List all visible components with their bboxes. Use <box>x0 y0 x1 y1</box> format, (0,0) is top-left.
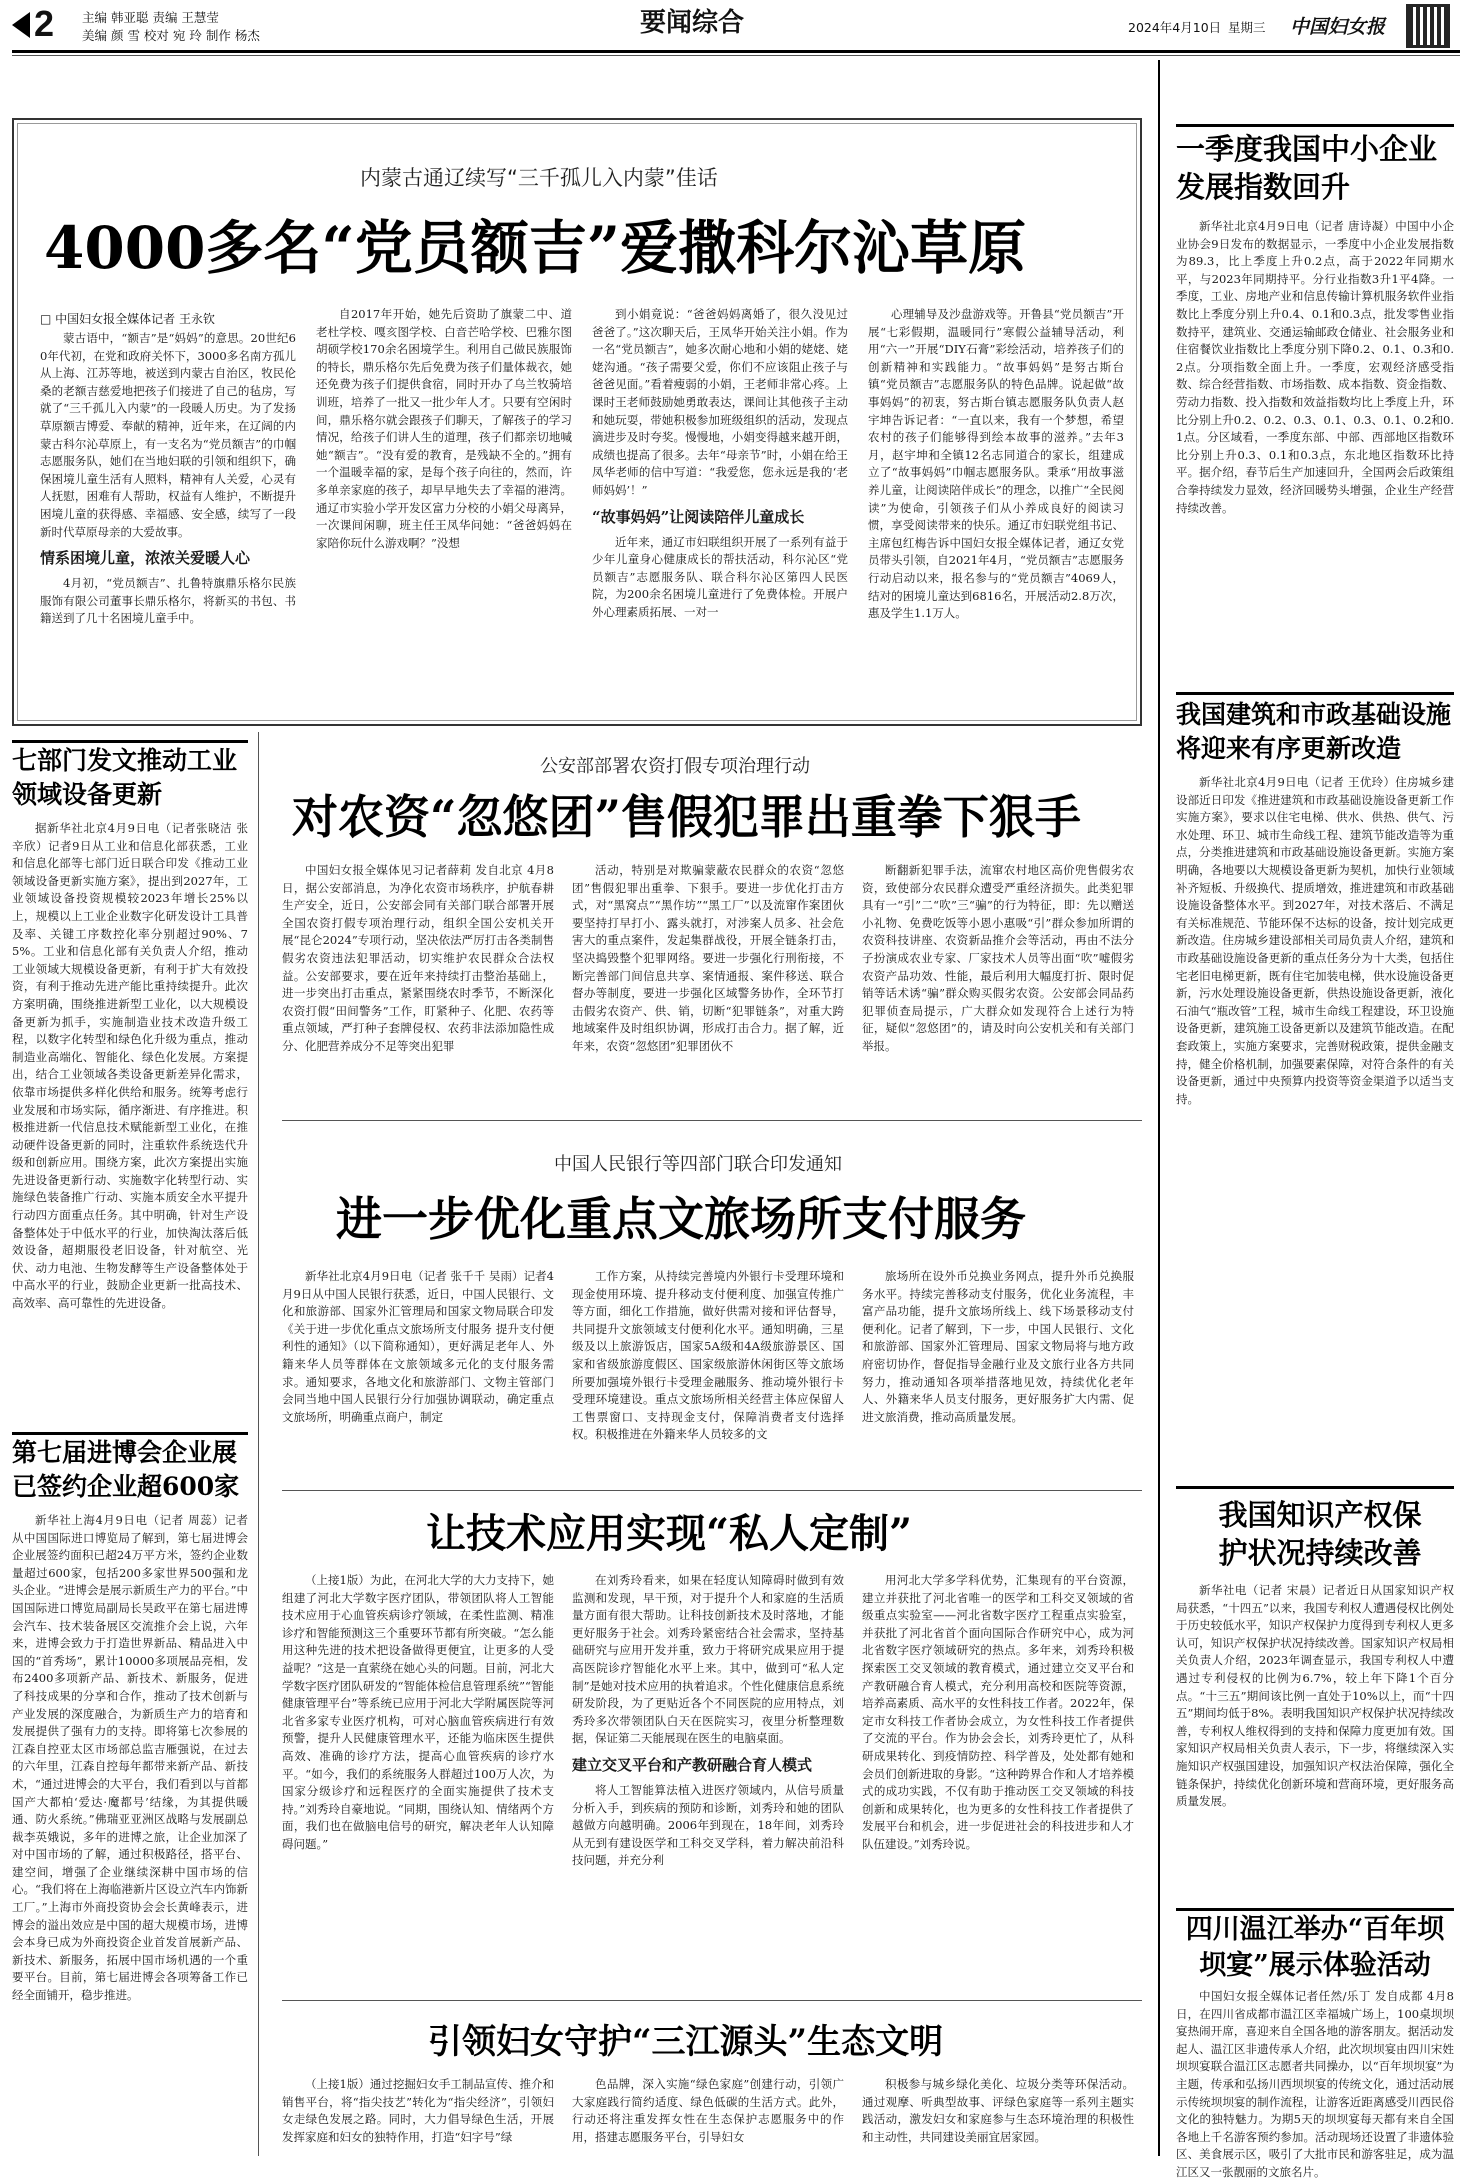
tech-column-2 <box>572 1572 844 1982</box>
left2-headline: 第七届进博会企业展已签约企业超600家 <box>12 1438 240 1501</box>
pay-column-3: 旅场所在设外币兑换业务网点，提升外币兑换服务水平。持续完善移动支付服务，优化业务流程，丰富产品功能，提升文旅场所线上、线下场景移动支付便利化。记者了解到，下一步，中国人民银行、文化和旅游部、国家外汇管理局、国家文物局将与地方政府密切协作，督促指导金融行业及文旅行业各方共同努力，推动通知各项举措落地见效，持续优化老年人、外籍来华人员支付服务，更好服务扩大内需、促进文旅消费，推动高质量发展。 <box>862 1269 1134 1424</box>
agri-column-2: 活动，特别是对欺骗蒙蔽农民群众的农资“忽悠团”售假犯罪出重拳、下狠手。要进一步优化打击方式，对“黑窝点”“黑作坊”“黑工厂”以及流窜作案团伙要坚持打早打小、露头就打，对涉案人员多、社会危害大的重点案件，发起集群战役，开展全链条打击，坚决捣毁整个犯罪网络。要进一步强化行刑衔接，不断完善部门间信息共享、案情通报、案件移送、联合督办等制度，要进一步强化区域警务协作，全环节打击假劣农资产、供、销，切断“犯罪链条”，对重大跨地域案件及时组织协调，形成打击合力。据了解，近年来，农资“忽悠团”犯罪团伙不 <box>572 863 844 1053</box>
left2-rule <box>12 1432 248 1435</box>
lead-col3-text: 到小娟竟说：“爸爸妈妈离婚了，很久没见过爸爸了。”这次聊天后，王凤华开始关注小娟。作为一名“党员额吉”，她多次耐心地和小娟的姥姥、姥姥沟通。“孩子需要父爱，你们不应该阻止孩子与爸爸见面。”看着瘦弱的小娟，王老师非常心疼。上课时王老师鼓励她勇敢表达，课间让其他孩子主动和她玩耍，带她积极参加班级组织的活动，发现点滴进步及时夸奖。慢慢地，小娟变得越来越开朗，成绩也提高了很多。去年“母亲节”时，小娟在给王凤华老师的信中写道：“我爱您，您永远是我的‘老师妈妈’！” <box>592 307 848 497</box>
masthead-rule-thin <box>12 55 1460 56</box>
pay-kicker: 中国人民银行等四部门联合印发通知 <box>554 1154 842 1175</box>
lead-column-2: 自2017年开始，她先后资助了旗蒙二中、道老杜学校、嘎亥图学校、白音芒哈学校、巴雅尔图胡硕学校170余名困境学生。利用自己做民族服饰的特长，鼎乐格尔先后免费为孩子们量体裁衣，她还免费为孩子们提供食宿，同时开办了乌兰牧骑培训班，培养了一批又一批少年人才。只要有空闲时间，鼎乐格尔就会跟孩子们聊天，了解孩子的学习情况，给孩子们讲人生的道理，孩子们都亲切地喊她“额吉”。“没有爱的教育，是残缺不全的。”拥有一个温暖幸福的家，是每个孩子向往的，然而，许多单亲家庭的孩子，却早早地失去了幸福的港湾。通辽市实验小学开发区富力分校的小娟父母离异，一次课间闲聊，班主任王凤华问她：“爸爸妈妈在家陪你玩什么游戏啊？”没想 <box>316 307 572 550</box>
agri-bottom-rule <box>282 1120 1142 1121</box>
lead-kicker: 内蒙古通辽续写“三千孤儿入内蒙”佳话 <box>360 166 718 190</box>
staff-line-1: 主编 韩亚聪 责编 王慧莹 <box>82 10 219 25</box>
agri-column-1: 中国妇女报全媒体见习记者薛莉 发自北京 4月8日，据公安部消息，为净化农资市场秩序，护航春耕生产安全，近日，公安部会同有关部门联合部署开展全国农资打假专项治理行动，组织全国公安机关开展“昆仑2024”专项行动，坚决依法严厉打击各类制售假劣农资违法犯罪活动，切实维护农民群众合法权益。公安部要求，要在近年来持续打击整治基础上，进一步突出打击重点，紧紧围绕农时季节，不断深化农资打假“田间警务”工作，盯紧种子、化肥、农药等重点领域，严打种子套牌侵权、农药非法添加隐性成分、化肥营养成分不足等突出犯罪 <box>282 863 554 1053</box>
left1-body: 据新华社北京4月9日电（记者张晓洁 张辛欣）记者9日从工业和信息化部获悉，工业和信息化部等七部门近日联合印发《推动工业领域设备更新实施方案》，提出到2027年，工业领域设备投资规模较2023年增长25%以上，规模以上工业企业数字化研发设计工具普及率、关键工序数控化率分别超过90%、75%。工业和信息化部有关负责人介绍，推动工业领域大规模设备更新，有利于扩大有效投资，有利于推动先进产能比重持续提升。此次方案明确，围绕推进新型工业化，以大规模设备更新为抓手，实施制造业技术改造升级工程，以数字化转型和绿色化升级为重点，推动制造业高端化、智能化、绿色化发展。方案提出，结合工业领域各类设备更新差异化需求，依靠市场提供多样化供给和服务。统筹考虑行业发展和市场实际，循序渐进、有序推进。积极推进新一代信息技术赋能新型工业化，在推动硬件设备更新的同时，注重软件系统迭代升级和创新应用。围绕方案，此次方案提出实施先进设备更新行动、实施数字化转型行动、实施绿色装备推广行动、实施本质安全水平提升行动四方面重点任务。其中明确，针对生产设备整体处于中低水平的行业，加快淘汰落后低效设备，超期服役老旧设备，针对航空、光伏、动力电池、生物发酵等生产设备整体处于中高水平的行业，鼓励企业更新一批高技术、高效率、高可靠性的先进设备。 <box>12 821 248 1311</box>
right-ip-headline: 我国知识产权保护状况持续改善 <box>1218 1498 1422 1570</box>
left2-body: 新华社上海4月9日电（记者 周蕊）记者从中国国际进口博览局了解到，第七届进博会企业展签约面积已超24万平方米，签约企业数量超过600家，包括200多家世界500强和龙头企业。“进博会是展示新质生产力的平台。”中国国际进口博览局副局长吴政平在第七届进博会汽车、技术装备展区交流推介会上说，六年来，进博会致力于打造世界新品、精品进入中国的“首秀场”，累计10000多项展品亮相，发布2400多项新产品、新技术、新服务，促进了科技成果的分享和合作，推动了技术创新与产业发展的深度融合，为新质生产力的培育和发展提供了强有力的支持。即将第七次参展的江森自控亚太区市场部总监吉雁强说，在过去的六年里，江森自控每年都带来新产品、新技术，“通过进博会的大平台，我们看到以与首都国产大都柏‘爱达·魔都号’结缘，为其提供暖通、防火系统。”佛瑞亚亚洲区战略与发展副总裁李英娥说，多年的进博之旅，让企业加深了对中国市场的了解，通过积极路径，搭平台、建空间，增强了企业继续深耕中国市场的信心。“我们将在上海临港新片区设立汽车内饰新工厂。”上海市外商投资协会会长黄峰表示，进博会的溢出效应是中国的超大规模市场，进博会本身已成为外商投资企业首发首展新产品、新技术、新服务，拓展中国市场机遇的一个重要平台。目前，第七届进博会各项筹备工作已经全面铺开，稳步推进。 <box>12 1513 249 2003</box>
section-title: 要闻综合 <box>640 8 745 38</box>
lead-column-1 <box>40 330 296 710</box>
tech-col2-text: 在刘秀玲看来，如果在轻度认知障碍时做到有效监测和发现，早干预，对于提升个人和家庭的生活质量方面有很大帮助。让科技创新技术及时落地，才能更好服务于社会。刘秀玲紧密结合社会需求，坚持基础研究与应用开发并重，致力于将研究成果应用于提高医院诊疗智能化水平上来。其中，做到可“私人定制”是她对技术应用的执着追求。个性化健康信息系统研发阶段，为了更贴近各个不同医院的应用特点，刘秀玲多次带领团队白天在医院实习，夜里分析整理数据，保证第二天能展现在医生的电脑桌面。 <box>572 1573 844 1746</box>
pay-bottom-rule <box>282 1490 1142 1491</box>
page-number: 2 <box>34 3 55 44</box>
masthead <box>0 0 1472 52</box>
masthead-rule <box>12 50 1460 53</box>
right-mid-rule <box>1176 692 1454 695</box>
right-sidebar-divider <box>1158 60 1160 2156</box>
issue-weekday: 星期三 <box>1228 20 1266 35</box>
right-sc-body: 中国妇女报全媒体记者任然/乐丁 发自成都 4月8日，在四川省成都市温江区幸福城广场上，100桌坝坝宴热闹开席，喜迎来自全国各地的游客朋友。据活动发起人、温江区非遗传承人介绍，此次坝坝宴由四川宋姓坝坝宴联合温江区志愿者共同操办，以“百年坝坝宴”为主题，传承和弘扬川西坝坝宴的传统文化，通过活动展示传统坝坝宴的制作流程，让游客近距离感受川西民俗文化的独特魅力。为期5天的坝坝宴每天都有来自全国各地上千名游客预约参加。活动现场还设置了非遗体验区、美食展示区，吸引了大批市民和游客驻足，成为温江区又一张靓丽的文旅名片。 <box>1176 1989 1454 2179</box>
left1-headline: 七部门发文推动工业领域设备更新 <box>12 746 238 809</box>
eco-column-2: 色品牌，深入实施“绿色家庭”创建行动，引领广大家庭践行简约适度、绿色低碳的生活方式。此外，行动还将注重发挥女性在生态保护志愿服务中的作用，搭建志愿服务平台，引导妇女 <box>572 2077 844 2144</box>
right-mid-body: 新华社北京4月9日电（记者 王优玲）住房城乡建设部近日印发《推进建筑和市政基础设施设备更新工作实施方案》，要求以住宅电梯、供水、供热、供气、污水处理、环卫、城市生命线工程、建筑节能改造等为重点，分类推进建筑和市政基础设施设备更新。实施方案明确，各地要以大规模设备更新为契机，加快行业领域补齐短板、升级换代、提质增效，推进建筑和市政基础设施设备整体水平。到2027年，对技术落后、不满足有关标准规范、节能环保不达标的设备，按计划完成更新改造。住房城乡建设部相关司局负责人介绍，建筑和市政基础设施设备更新的重点任务分为十大类，包括住宅老旧电梯更新，既有住宅加装电梯，供水设施设备更新，污水处理设施设备更新，供热设施设备更新，液化石油气“瓶改管”工程，城市生命线工程建设，环卫设施设备更新，建筑施工设备更新以及建筑节能改造。在配套政策上，实施方案要求，完善财税政策，提供金融支持，健全价格机制，加强要素保障，对符合条件的有关设备更新，通过中央预算内投资等资金渠道予以适当支持。 <box>1176 775 1454 1106</box>
tech-bottom-rule <box>282 2000 1142 2001</box>
eco-column-3: 积极参与城乡绿化美化、垃圾分类等环保活动。通过观摩、听典型故事、评绿色家庭等一系列主题实践活动，激发妇女和家庭参与生态环境治理的积极性和主动性，共同建设美丽宜居家园。 <box>862 2077 1134 2144</box>
lead-headline: 4000多名“党员额吉”爱撒科尔沁草原 <box>44 214 1027 282</box>
right-top-headline: 一季度我国中小企业发展指数回升 <box>1176 132 1438 204</box>
left1-rule <box>12 740 248 743</box>
right-sc-rule <box>1176 1908 1454 1911</box>
eco-column-1: （上接1版）通过挖掘妇女手工制品宣传、推介和销售平台，将“指尖技艺”转化为“指尖经济”，引领妇女走绿色发展之路。同时，大力倡导绿色生活，开展发挥家庭和妇女的独特作用，打造“妇字号”绿 <box>282 2077 554 2144</box>
lead-col1-interhead: 情系困境儿童，浓浓关爱暖人心 <box>40 549 251 568</box>
lead-byline: □ 中国妇女报全媒体记者 王永钦 <box>40 312 215 326</box>
right-ip-body: 新华社电（记者 宋晨）记者近日从国家知识产权局获悉，“十四五”以来，我国专利权人遭遇侵权比例处于历史较低水平，知识产权保护力度得到专利权人更多认可，知识产权保护状况持续改善。国家知识产权局相关负责人介绍，2023年调查显示，我国专利权人中遭遇过专利侵权的比例为6.7%，较上年下降1个百分点。“十三五”期间该比例一直处于10%以上，而“十四五”期间均低于8%。表明我国知识产权保护状况持续改善，专利权人维权得到的支持和保障力度更加有效。国家知识产权局相关负责人表示，下一步，将继续深入实施知识产权强国建设，加强知识产权法治保障，强化全链条保护，持续优化创新环境和营商环境，更好服务高质量发展。 <box>1176 1583 1454 1809</box>
pay-headline: 进一步优化重点文旅场所支付服务 <box>336 1192 1026 1246</box>
agri-kicker: 公安部部署农资打假专项治理行动 <box>540 756 810 777</box>
paper-name-logo: 中国妇女报 <box>1290 16 1386 38</box>
tech-headline: 让技术应用实现“私人定制” <box>426 1510 913 1557</box>
lead-col3-interhead: “故事妈妈”让阅读陪伴儿童成长 <box>592 507 805 526</box>
lead-col3b-text: 近年来，通辽市妇联组织开展了一系列有益于少年儿童身心健康成长的帮扶活动，科尔沁区“党员额吉”志愿服务队、联合科尔沁区第四人民医院，为200余名困境儿童进行了免费体检。开展户外心理素质拓展、一对一 <box>592 534 848 619</box>
lead-column-3 <box>592 306 848 711</box>
right-ip-rule <box>1176 1486 1454 1489</box>
right-mid-headline: 我国建筑和市政基础设施将迎来有序更新改造 <box>1176 700 1452 763</box>
right-top-rule <box>1176 124 1454 127</box>
page-corner-mark <box>12 12 30 38</box>
agri-headline: 对农资“忽悠团”售假犯罪出重拳下狠手 <box>292 790 1081 844</box>
lead-column-4: 心理辅导及沙盘游戏等。开鲁县“党员额吉”开展“七彩假期，温暖同行”寒假公益辅导活动，利用“六一”开展“DIY石膏”彩绘活动，培养孩子们的创新精神和实践能力。“故事妈妈”是努古斯台镇“党员额吉”志愿服务队的特色品牌。说起做“故事妈妈”的初衷，努古斯台镇志愿服务队负责人赵宇坤告诉记者：“一直以来，我有一个梦想，希望农村的孩子们能够得到绘本故事的滋养。”去年3月，赵宇坤和全镇12名志同道合的家长，组建成立了“故事妈妈”巾帼志愿服务队。秉承“用故事滋养儿童，让阅读陪伴成长”的理念，以推广“全民阅读”为使命，引领孩子们从小养成良好的阅读习惯，享受阅读带来的快乐。通辽市妇联党组书记、主席包红梅告诉中国妇女报全媒体记者，通辽女党员带头引领，自2021年4月，“党员额吉”志愿服务行动启动以来，报名参与的“党员额吉”4069人，结对的困境儿童达到6816名，开展活动2.8万次，惠及学生1.1万人。 <box>868 307 1124 621</box>
tech-column-1: （上接1版）为此，在河北大学的大力支持下，她组建了河北大学数字医疗团队，带领团队将人工智能技术应用于心血管疾病诊疗领域，在柔性监测、精准诊疗和智能预测这三个重要环节都有所突破。“怎么能用这种先进的技术把设备做得更便宜，让更多的人受益呢？”这是一直萦绕在她心头的问题。目前，河北大学数字医疗团队研发的“智能体检信息管理系统”“智能健康管理平台”等系统已应用于河北大学附属医院等河北省多家专业医疗机构，可对心脑血管疾病进行有效预警，提升人民健康管理水平，还能为临床医生提供高效、准确的诊疗方法，提高心血管疾病的诊疗水平。“如今，我们的系统服务人群超过100万人次，为国家分级诊疗和远程医疗的全面实施提供了技术支持。”刘秀玲自豪地说。“同期，围绕认知、情绪两个方面，我们也在做脑电信号的研究，解决老年人认知障碍问题。” <box>282 1573 554 1851</box>
pay-column-1: 新华社北京4月9日电（记者 张千千 吴雨）记者4月9日从中国人民银行获悉，近日，中国人民银行、文化和旅游部、国家外汇管理局和国家文物局联合印发《关于进一步优化重点文旅场所支付服务 提升支付便利性的通知》（以下简称通知），更好满足老年人、外籍来华人员等群体在文旅领域多元化的支付服务需求。通知要求，各地文化和旅游部门、文物主管部门会同当地中国人民银行分行加强协调联动，确定重点文旅场所，明确重点商户，制定 <box>282 1269 554 1424</box>
eco-headline: 引领妇女守护“三江源头”生态文明 <box>428 2022 944 2062</box>
agri-column-3: 断翻新犯罪手法，流窜农村地区高价兜售假劣农资，致使部分农民群众遭受严重经济损失。此类犯罪具有一“引”二“吹”三“骗”的行为特征，即：先以赠送小礼物、免费吃饭等小恩小惠吸“引”群众参加所谓的农资科技讲座、农资新品推介会等活动，再由不法分子扮演成农业专家、厂家技术人员等出面“吹”嘘假劣农资产品功效、性能，最后利用大幅度打折、限时促销等话术诱“骗”群众购买假劣农资。公安部会同品药犯罪侦查局提示，广大群众如发现符合上述行为特征，疑似“忽悠团”的，请及时向公安机关和有关部门举报。 <box>862 863 1134 1053</box>
qr-code-icon <box>1406 4 1450 48</box>
right-top-body: 新华社北京4月9日电（记者 唐诗凝）中国中小企业协会9日发布的数据显示，一季度中小企业发展指数为89.3，比上季度上升0.2点，高于2022年同期水平，与2023年同期持平。分行业指数3升1平4降。一季度，工业、房地产业和信息传输计算机服务软件业指数比上季度分别上升0.4、0.1和0.3点，批发零售业指数持平，建筑业、交通运输邮政仓储业、社会服务业和住宿餐饮业指数比上季度分别下降0.2、0.1、0.3和0.2点。分项指数全面上升。一季度，宏观经济感受指数、综合经营指数、市场指数、成本指数、资金指数、劳动力指数、投入指数和效益指数均比上季度上升，环比分别上升0.2、0.2、0.3、0.1、0.3、0.1、0.2和0.1点。分区域看，一季度东部、中部、西部地区指数环比分别上升0.3、0.1和0.3点，东北地区指数环比持平。据介绍，春节后生产加速回升，全国两会后政策组合拳持续发力显效，经济回暖势头增强，企业生产经营持续改善。 <box>1176 219 1454 515</box>
issue-date: 2024年4月10日 <box>1128 20 1222 35</box>
staff-line-2: 美编 颜 雪 校对 宛 玲 制作 杨杰 <box>82 28 260 43</box>
lead-col1-text: 蒙古语中，“额吉”是“妈妈”的意思。20世纪60年代初，在党和政府关怀下，3000多名南方孤儿从上海、江苏等地，被送到内蒙古自治区，牧民伦桑的老额吉慈爱地把孩子们接进了自己的毡房，写就了“三千孤儿入内蒙”的一段暖人历史。为了发扬草原额吉博爱、奉献的精神，近年来，在辽阔的内蒙古科尔沁草原上，有一支名为“党员额吉”的巾帼志愿服务队，她们在当地妇联的引领和组织下，确保困境儿童生活有人照料，精神有人关爱，心灵有人抚慰，困难有人帮助，权益有人维护，不断提升困境儿童的获得感、幸福感、安全感，续写了一段新时代草原母亲的大爱故事。 <box>40 331 296 539</box>
tech-col2-interhead: 建立交叉平台和产教研融合育人模式 <box>572 1755 813 1774</box>
left-sidebar-divider <box>258 732 259 2156</box>
pay-column-2: 工作方案，从持续完善境内外银行卡受理环境和现金使用环境、提升移动支付便利度、加强宣传推广等方面，细化工作措施，做好供需对接和评估督导，共同提升文旅领域支付便利化水平。通知明确，三星级及以上旅游饭店，国家5A级和4A级旅游景区、国家和省级旅游度假区、国家级旅游休闲街区等文旅场所要加强境外银行卡受理金融服务、推动境外银行卡受理环境建设。重点文旅场所相关经营主体应保留人工售票窗口、支持现金支付，保障消费者支付选择权。积极推进在外籍来华人员较多的文 <box>572 1269 844 1442</box>
lead-col1b-text: 4月初，“党员额吉”、扎鲁特旗鼎乐格尔民族服饰有限公司董事长鼎乐格尔，将新买的书包、书籍送到了几十名困境儿童手中。 <box>40 576 296 626</box>
right-sc-headline: 四川温江举办“百年坝坝宴”展示体验活动 <box>1185 1914 1445 1981</box>
tech-column-3: 用河北大学多学科优势，汇集现有的平台资源，建立并获批了河北省唯一的医学和工科交叉领域的省级重点实验室——河北省数字医疗工程重点实验室，并获批了河北省首个面向国际合作研究中心，成为河北省数字医疗领域研究的热点。多年来，刘秀玲积极探索医工交叉领域的教育模式，通过建立交叉平台和产教研融合育人模式，充分利用高校和医院等资源，培养高素质、高水平的女性科技工作者。2022年，保定市女科技工作者协会成立，为女性科技工作者提供了交流的平台。作为协会会长，刘秀玲更忙了，从科研成果转化、到疫情防控、科学普及，处处都有她和会员们创新进取的身影。“这种跨界合作和人才培养模式的成功实践，不仅有助于推动医工交叉领域的科技创新和成果转化，也为更多的女性科技工作者提供了发展平台和机会，进一步促进社会的科技进步和人才队伍建设。”刘秀玲说。 <box>862 1573 1134 1851</box>
tech-col2b-text: 将人工智能算法植入进医疗领域内，从信号质量分析入手，到疾病的预防和诊断，刘秀玲和她的团队越做方向越明确。2006年到现在，18年间，刘秀玲从无到有建设医学和工科交叉学科，着力解决前沿科技问题，并充分利 <box>572 1782 844 1868</box>
